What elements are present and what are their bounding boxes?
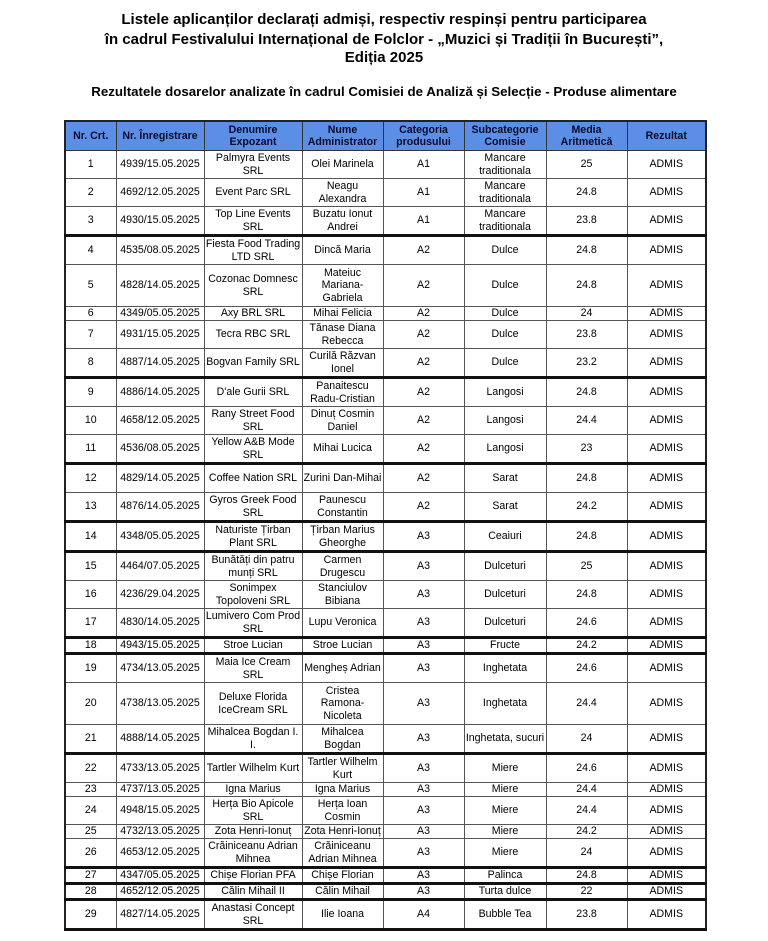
cell-subcategory: Sarat <box>464 493 546 522</box>
cell-average: 25 <box>546 151 627 179</box>
cell-category: A3 <box>383 797 464 825</box>
cell-administrator: Zota Henri-Ionuț <box>302 825 383 839</box>
cell-nr: 23 <box>65 783 116 797</box>
cell-nr: 25 <box>65 825 116 839</box>
cell-subcategory: Inghetata, sucuri <box>464 725 546 754</box>
cell-registration: 4886/14.05.2025 <box>116 378 204 407</box>
cell-average: 22 <box>546 884 627 900</box>
cell-subcategory: Miere <box>464 783 546 797</box>
cell-category: A1 <box>383 179 464 207</box>
cell-average: 24.2 <box>546 638 627 654</box>
cell-exhibitor: Călin Mihail II <box>204 884 302 900</box>
cell-average: 24.4 <box>546 783 627 797</box>
cell-nr: 4 <box>65 236 116 265</box>
cell-exhibitor: Crăiniceanu Adrian Mihnea <box>204 839 302 868</box>
cell-average: 24.8 <box>546 522 627 552</box>
cell-registration: 4692/12.05.2025 <box>116 179 204 207</box>
cell-category: A3 <box>383 654 464 683</box>
cell-subcategory: Ceaiuri <box>464 522 546 552</box>
cell-administrator: Lupu Veronica <box>302 609 383 638</box>
cell-registration: 4536/08.05.2025 <box>116 435 204 464</box>
cell-result: ADMIS <box>627 797 706 825</box>
cell-category: A1 <box>383 207 464 236</box>
cell-registration: 4827/14.05.2025 <box>116 900 204 930</box>
cell-exhibitor: Deluxe Florida IceCream SRL <box>204 683 302 725</box>
cell-subcategory: Miere <box>464 754 546 783</box>
cell-result: ADMIS <box>627 900 706 930</box>
cell-category: A2 <box>383 349 464 378</box>
cell-registration: 4930/15.05.2025 <box>116 207 204 236</box>
cell-average: 23.8 <box>546 900 627 930</box>
cell-average: 23.2 <box>546 349 627 378</box>
cell-registration: 4652/12.05.2025 <box>116 884 204 900</box>
cell-category: A2 <box>383 464 464 493</box>
cell-subcategory: Langosi <box>464 435 546 464</box>
cell-exhibitor: Herța Bio Apicole SRL <box>204 797 302 825</box>
cell-registration: 4737/13.05.2025 <box>116 783 204 797</box>
cell-category: A2 <box>383 236 464 265</box>
cell-average: 24.2 <box>546 493 627 522</box>
column-header-exhibitor: Denumire Expozant <box>204 121 302 151</box>
cell-administrator: Mihalcea Bogdan <box>302 725 383 754</box>
cell-registration: 4829/14.05.2025 <box>116 464 204 493</box>
cell-nr: 17 <box>65 609 116 638</box>
table-row <box>65 638 706 654</box>
cell-category: A3 <box>383 884 464 900</box>
cell-registration: 4348/05.05.2025 <box>116 522 204 552</box>
cell-category: A3 <box>383 839 464 868</box>
cell-nr: 9 <box>65 378 116 407</box>
cell-subcategory: Dulce <box>464 321 546 349</box>
column-header-administrator: Nume Administrator <box>302 121 383 151</box>
cell-exhibitor: Event Parc SRL <box>204 179 302 207</box>
cell-administrator: Crăiniceanu Adrian Mihnea <box>302 839 383 868</box>
cell-category: A2 <box>383 321 464 349</box>
cell-subcategory: Dulceturi <box>464 609 546 638</box>
cell-exhibitor: Fiesta Food Trading LTD SRL <box>204 236 302 265</box>
column-header-subcategory: Subcategorie Comisie <box>464 121 546 151</box>
cell-result: ADMIS <box>627 609 706 638</box>
cell-average: 24 <box>546 307 627 321</box>
table-row <box>65 609 706 638</box>
cell-average: 24.4 <box>546 407 627 435</box>
cell-exhibitor: Gyros Greek Food SRL <box>204 493 302 522</box>
cell-result: ADMIS <box>627 552 706 581</box>
table-row <box>65 265 706 307</box>
column-header-nr: Nr. Crt. <box>65 121 116 151</box>
cell-exhibitor: Yellow A&B Mode SRL <box>204 435 302 464</box>
table-row <box>65 825 706 839</box>
cell-administrator: Cristea Ramona-Nicoleta <box>302 683 383 725</box>
table-row <box>65 654 706 683</box>
cell-exhibitor: Anastasi Concept SRL <box>204 900 302 930</box>
cell-registration: 4948/15.05.2025 <box>116 797 204 825</box>
cell-nr: 21 <box>65 725 116 754</box>
cell-category: A3 <box>383 522 464 552</box>
cell-result: ADMIS <box>627 868 706 884</box>
cell-result: ADMIS <box>627 884 706 900</box>
column-header-registration: Nr. Înregistrare <box>116 121 204 151</box>
cell-registration: 4732/13.05.2025 <box>116 825 204 839</box>
cell-nr: 20 <box>65 683 116 725</box>
table-row <box>65 754 706 783</box>
cell-result: ADMIS <box>627 407 706 435</box>
column-header-category: Categoria produsului <box>383 121 464 151</box>
cell-registration: 4535/08.05.2025 <box>116 236 204 265</box>
cell-nr: 27 <box>65 868 116 884</box>
cell-administrator: Stroe Lucian <box>302 638 383 654</box>
cell-result: ADMIS <box>627 265 706 307</box>
cell-administrator: Mateiuc Mariana-Gabriela <box>302 265 383 307</box>
column-header-result: Rezultat <box>627 121 706 151</box>
cell-registration: 4733/13.05.2025 <box>116 754 204 783</box>
cell-exhibitor: Igna Marius <box>204 783 302 797</box>
page-title-line-1: Listele aplicanților declarați admiși, respectiv respinși pentru participarea <box>121 11 647 28</box>
cell-registration: 4939/15.05.2025 <box>116 151 204 179</box>
cell-category: A3 <box>383 638 464 654</box>
cell-exhibitor: Zota Henri-Ionuț <box>204 825 302 839</box>
cell-nr: 19 <box>65 654 116 683</box>
page-subtitle: Rezultatele dosarelor analizate în cadrul Comisiei de Analiză și Selecție - Produse alimentare <box>91 84 677 99</box>
cell-subcategory: Dulce <box>464 265 546 307</box>
cell-result: ADMIS <box>627 839 706 868</box>
cell-average: 24.8 <box>546 236 627 265</box>
cell-administrator: Tartler Wilhelm Kurt <box>302 754 383 783</box>
cell-subcategory: Bubble Tea <box>464 900 546 930</box>
cell-exhibitor: Tecra RBC SRL <box>204 321 302 349</box>
cell-exhibitor: Maia Ice Cream SRL <box>204 654 302 683</box>
cell-nr: 2 <box>65 179 116 207</box>
cell-exhibitor: Mihalcea Bogdan I. I. <box>204 725 302 754</box>
cell-result: ADMIS <box>627 493 706 522</box>
cell-category: A3 <box>383 754 464 783</box>
cell-administrator: Dincă Maria <box>302 236 383 265</box>
cell-subcategory: Fructe <box>464 638 546 654</box>
cell-average: 24.8 <box>546 179 627 207</box>
cell-registration: 4887/14.05.2025 <box>116 349 204 378</box>
cell-administrator: Ilie Ioana <box>302 900 383 930</box>
page-title-line-2: în cadrul Festivalului Internațional de Folclor - „Muzici și Tradiții în București”, <box>104 31 664 48</box>
cell-administrator: Chișe Florian <box>302 868 383 884</box>
cell-category: A2 <box>383 493 464 522</box>
table-row <box>65 493 706 522</box>
cell-result: ADMIS <box>627 783 706 797</box>
cell-average: 24 <box>546 839 627 868</box>
cell-subcategory: Dulce <box>464 349 546 378</box>
cell-subcategory: Turta dulce <box>464 884 546 900</box>
cell-average: 24 <box>546 725 627 754</box>
cell-nr: 15 <box>65 552 116 581</box>
cell-category: A3 <box>383 609 464 638</box>
cell-administrator: Tănase Diana Rebecca <box>302 321 383 349</box>
cell-administrator: Călin Mihail <box>302 884 383 900</box>
cell-registration: 4830/14.05.2025 <box>116 609 204 638</box>
cell-average: 24.8 <box>546 265 627 307</box>
cell-registration: 4658/12.05.2025 <box>116 407 204 435</box>
cell-result: ADMIS <box>627 654 706 683</box>
cell-registration: 4828/14.05.2025 <box>116 265 204 307</box>
cell-administrator: Neagu Alexandra <box>302 179 383 207</box>
cell-subcategory: Mancare traditionala <box>464 207 546 236</box>
cell-nr: 3 <box>65 207 116 236</box>
cell-nr: 8 <box>65 349 116 378</box>
cell-registration: 4931/15.05.2025 <box>116 321 204 349</box>
cell-category: A3 <box>383 783 464 797</box>
cell-administrator: Stanciulov Bibiana <box>302 581 383 609</box>
cell-administrator: Panaitescu Radu-Cristian <box>302 378 383 407</box>
cell-subcategory: Langosi <box>464 407 546 435</box>
cell-result: ADMIS <box>627 435 706 464</box>
cell-subcategory: Miere <box>464 797 546 825</box>
cell-result: ADMIS <box>627 151 706 179</box>
cell-exhibitor: Lumivero Com Prod SRL <box>204 609 302 638</box>
cell-nr: 11 <box>65 435 116 464</box>
cell-registration: 4734/13.05.2025 <box>116 654 204 683</box>
table-row <box>65 783 706 797</box>
cell-result: ADMIS <box>627 378 706 407</box>
cell-administrator: Zurini Dan-Mihai <box>302 464 383 493</box>
table-row <box>65 552 706 581</box>
cell-administrator: Țirban Marius Gheorghe <box>302 522 383 552</box>
cell-result: ADMIS <box>627 207 706 236</box>
page-title-line-3: Ediția 2025 <box>344 49 424 66</box>
cell-result: ADMIS <box>627 464 706 493</box>
cell-subcategory: Dulceturi <box>464 552 546 581</box>
cell-result: ADMIS <box>627 581 706 609</box>
cell-administrator: Mengheș Adrian <box>302 654 383 683</box>
cell-nr: 14 <box>65 522 116 552</box>
cell-average: 24.4 <box>546 797 627 825</box>
cell-exhibitor: Cozonac Domnesc SRL <box>204 265 302 307</box>
cell-subcategory: Dulce <box>464 236 546 265</box>
table-row <box>65 435 706 464</box>
cell-result: ADMIS <box>627 179 706 207</box>
cell-result: ADMIS <box>627 307 706 321</box>
cell-result: ADMIS <box>627 236 706 265</box>
cell-category: A2 <box>383 435 464 464</box>
cell-registration: 4653/12.05.2025 <box>116 839 204 868</box>
cell-category: A2 <box>383 407 464 435</box>
cell-administrator: Curilă Răzvan Ionel <box>302 349 383 378</box>
cell-exhibitor: Sonimpex Topoloveni SRL <box>204 581 302 609</box>
cell-exhibitor: Rany Street Food SRL <box>204 407 302 435</box>
cell-average: 24.6 <box>546 609 627 638</box>
table-row <box>65 884 706 900</box>
cell-result: ADMIS <box>627 754 706 783</box>
cell-category: A2 <box>383 307 464 321</box>
cell-average: 25 <box>546 552 627 581</box>
cell-category: A3 <box>383 552 464 581</box>
cell-nr: 10 <box>65 407 116 435</box>
cell-average: 24.8 <box>546 378 627 407</box>
table-header-row <box>65 121 706 151</box>
cell-registration: 4943/15.05.2025 <box>116 638 204 654</box>
cell-category: A3 <box>383 581 464 609</box>
cell-exhibitor: D'ale Gurii SRL <box>204 378 302 407</box>
results-table <box>64 120 707 931</box>
cell-subcategory: Palinca <box>464 868 546 884</box>
cell-result: ADMIS <box>627 825 706 839</box>
table-row <box>65 378 706 407</box>
table-row <box>65 797 706 825</box>
cell-nr: 5 <box>65 265 116 307</box>
cell-subcategory: Mancare traditionala <box>464 151 546 179</box>
cell-subcategory: Sarat <box>464 464 546 493</box>
table-body <box>65 151 706 930</box>
cell-result: ADMIS <box>627 522 706 552</box>
cell-category: A3 <box>383 725 464 754</box>
table-row <box>65 207 706 236</box>
cell-result: ADMIS <box>627 321 706 349</box>
cell-subcategory: Miere <box>464 825 546 839</box>
cell-nr: 12 <box>65 464 116 493</box>
cell-category: A3 <box>383 683 464 725</box>
cell-registration: 4876/14.05.2025 <box>116 493 204 522</box>
cell-exhibitor: Axy BRL SRL <box>204 307 302 321</box>
cell-administrator: Buzatu Ionut Andrei <box>302 207 383 236</box>
cell-subcategory: Inghetata <box>464 654 546 683</box>
cell-administrator: Olei Marinela <box>302 151 383 179</box>
table-row <box>65 464 706 493</box>
table-row <box>65 236 706 265</box>
table-row <box>65 307 706 321</box>
cell-average: 23.8 <box>546 321 627 349</box>
cell-registration: 4236/29.04.2025 <box>116 581 204 609</box>
cell-administrator: Herța Ioan Cosmin <box>302 797 383 825</box>
cell-nr: 18 <box>65 638 116 654</box>
cell-nr: 24 <box>65 797 116 825</box>
table-row <box>65 683 706 725</box>
table-row <box>65 349 706 378</box>
cell-registration: 4349/05.05.2025 <box>116 307 204 321</box>
cell-result: ADMIS <box>627 349 706 378</box>
cell-administrator: Dinuț Cosmin Daniel <box>302 407 383 435</box>
table-row <box>65 581 706 609</box>
table-row <box>65 725 706 754</box>
cell-nr: 1 <box>65 151 116 179</box>
cell-administrator: Mihai Lucica <box>302 435 383 464</box>
cell-administrator: Carmen Drugescu <box>302 552 383 581</box>
cell-registration: 4347/05.05.2025 <box>116 868 204 884</box>
cell-administrator: Paunescu Constantin <box>302 493 383 522</box>
table-row <box>65 839 706 868</box>
cell-exhibitor: Bunătăți din patru munți SRL <box>204 552 302 581</box>
cell-average: 24.8 <box>546 581 627 609</box>
table-row <box>65 522 706 552</box>
cell-category: A1 <box>383 151 464 179</box>
table-row <box>65 151 706 179</box>
cell-exhibitor: Stroe Lucian <box>204 638 302 654</box>
cell-average: 24.6 <box>546 754 627 783</box>
cell-average: 24.6 <box>546 654 627 683</box>
cell-exhibitor: Top Line Events SRL <box>204 207 302 236</box>
cell-category: A2 <box>383 265 464 307</box>
cell-result: ADMIS <box>627 683 706 725</box>
cell-nr: 6 <box>65 307 116 321</box>
cell-registration: 4464/07.05.2025 <box>116 552 204 581</box>
cell-nr: 13 <box>65 493 116 522</box>
cell-category: A3 <box>383 825 464 839</box>
cell-subcategory: Inghetata <box>464 683 546 725</box>
cell-category: A4 <box>383 900 464 930</box>
cell-subcategory: Langosi <box>464 378 546 407</box>
cell-average: 23.8 <box>546 207 627 236</box>
cell-exhibitor: Naturiste Țirban Plant SRL <box>204 522 302 552</box>
cell-subcategory: Dulce <box>464 307 546 321</box>
cell-exhibitor: Chișe Florian PFA <box>204 868 302 884</box>
table-row <box>65 407 706 435</box>
cell-category: A2 <box>383 378 464 407</box>
cell-exhibitor: Coffee Nation SRL <box>204 464 302 493</box>
cell-administrator: Igna Marius <box>302 783 383 797</box>
cell-nr: 16 <box>65 581 116 609</box>
cell-result: ADMIS <box>627 725 706 754</box>
table-row <box>65 868 706 884</box>
cell-average: 24.8 <box>546 464 627 493</box>
cell-exhibitor: Tartler Wilhelm Kurt <box>204 754 302 783</box>
table-row <box>65 321 706 349</box>
cell-nr: 28 <box>65 884 116 900</box>
cell-category: A3 <box>383 868 464 884</box>
cell-exhibitor: Palmyra Events SRL <box>204 151 302 179</box>
cell-nr: 7 <box>65 321 116 349</box>
cell-nr: 26 <box>65 839 116 868</box>
cell-nr: 29 <box>65 900 116 930</box>
cell-subcategory: Miere <box>464 839 546 868</box>
cell-registration: 4888/14.05.2025 <box>116 725 204 754</box>
cell-result: ADMIS <box>627 638 706 654</box>
cell-registration: 4738/13.05.2025 <box>116 683 204 725</box>
table-row <box>65 900 706 930</box>
cell-subcategory: Dulceturi <box>464 581 546 609</box>
cell-average: 23 <box>546 435 627 464</box>
cell-administrator: Mihai Felicia <box>302 307 383 321</box>
column-header-average: Media Aritmetică <box>546 121 627 151</box>
cell-average: 24.8 <box>546 868 627 884</box>
table-row <box>65 179 706 207</box>
cell-average: 24.2 <box>546 825 627 839</box>
cell-exhibitor: Bogvan Family SRL <box>204 349 302 378</box>
cell-average: 24.4 <box>546 683 627 725</box>
cell-nr: 22 <box>65 754 116 783</box>
cell-subcategory: Mancare traditionala <box>464 179 546 207</box>
